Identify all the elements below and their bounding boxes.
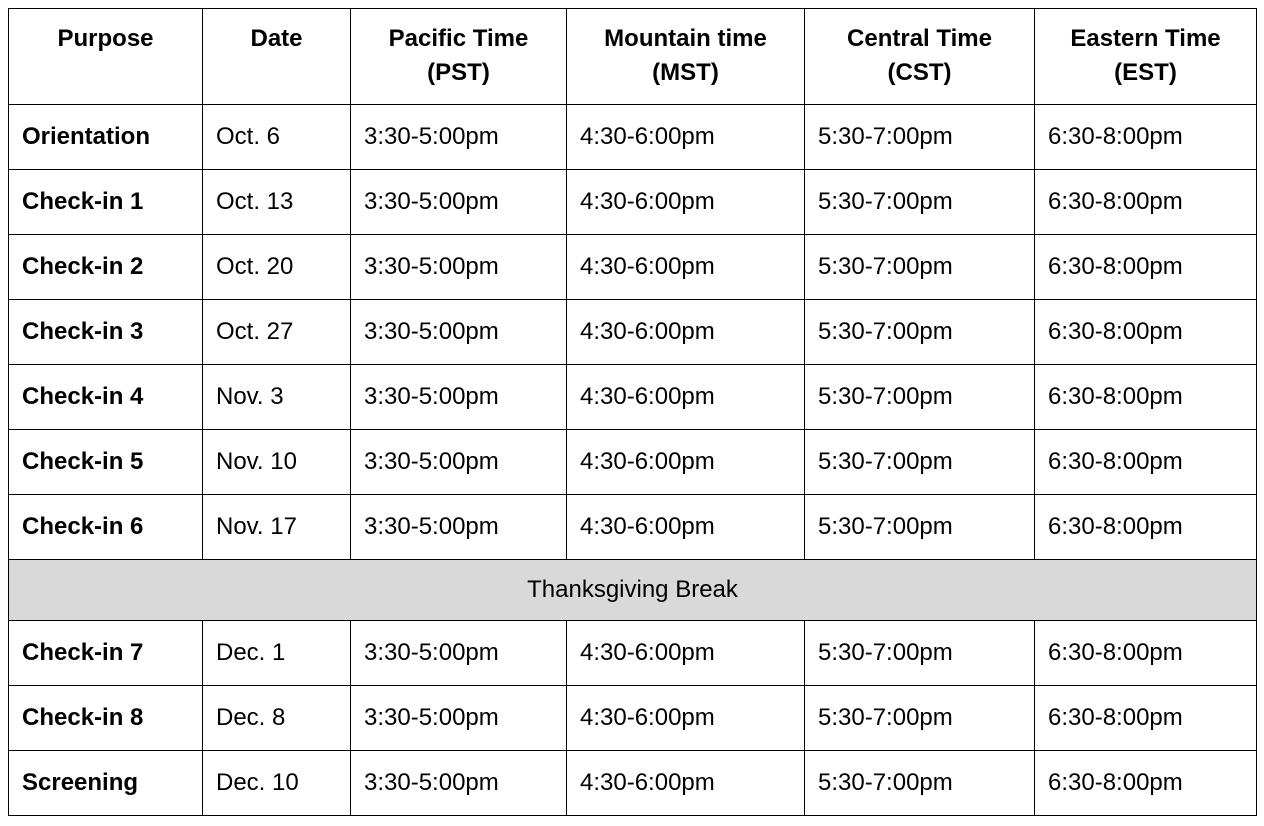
schedule-table	[8, 8, 1257, 816]
cell-central-time: 5:30-7:00pm	[805, 365, 1035, 430]
table-row	[9, 170, 1257, 235]
cell-mountain-time: 4:30-6:00pm	[567, 430, 805, 495]
cell-pacific-time: 3:30-5:00pm	[351, 170, 567, 235]
cell-eastern-time: 6:30-8:00pm	[1035, 686, 1257, 751]
cell-pacific-time: 3:30-5:00pm	[351, 430, 567, 495]
table-row	[9, 751, 1257, 816]
cell-purpose: Check-in 5	[9, 430, 203, 495]
cell-purpose: Check-in 2	[9, 235, 203, 300]
cell-date: Dec. 1	[203, 621, 351, 686]
cell-pacific-time: 3:30-5:00pm	[351, 686, 567, 751]
break-row	[9, 560, 1257, 621]
cell-eastern-time: 6:30-8:00pm	[1035, 300, 1257, 365]
cell-central-time: 5:30-7:00pm	[805, 105, 1035, 170]
cell-eastern-time: 6:30-8:00pm	[1035, 365, 1257, 430]
cell-mountain-time: 4:30-6:00pm	[567, 170, 805, 235]
cell-central-time: 5:30-7:00pm	[805, 621, 1035, 686]
cell-pacific-time: 3:30-5:00pm	[351, 105, 567, 170]
cell-pacific-time: 3:30-5:00pm	[351, 235, 567, 300]
header-pacific-time: Pacific Time (PST)	[351, 9, 567, 105]
table-row	[9, 621, 1257, 686]
cell-mountain-time: 4:30-6:00pm	[567, 300, 805, 365]
cell-pacific-time: 3:30-5:00pm	[351, 495, 567, 560]
cell-eastern-time: 6:30-8:00pm	[1035, 105, 1257, 170]
cell-mountain-time: 4:30-6:00pm	[567, 495, 805, 560]
header-row	[9, 9, 1257, 105]
table-row	[9, 430, 1257, 495]
cell-pacific-time: 3:30-5:00pm	[351, 300, 567, 365]
cell-central-time: 5:30-7:00pm	[805, 235, 1035, 300]
break-label: Thanksgiving Break	[9, 560, 1257, 621]
header-purpose: Purpose	[9, 9, 203, 105]
cell-mountain-time: 4:30-6:00pm	[567, 235, 805, 300]
header-central-time: Central Time (CST)	[805, 9, 1035, 105]
cell-central-time: 5:30-7:00pm	[805, 495, 1035, 560]
cell-mountain-time: 4:30-6:00pm	[567, 105, 805, 170]
cell-date: Nov. 3	[203, 365, 351, 430]
cell-date: Nov. 10	[203, 430, 351, 495]
cell-eastern-time: 6:30-8:00pm	[1035, 235, 1257, 300]
cell-purpose: Check-in 1	[9, 170, 203, 235]
cell-date: Dec. 8	[203, 686, 351, 751]
cell-purpose: Check-in 8	[9, 686, 203, 751]
cell-date: Nov. 17	[203, 495, 351, 560]
table-row	[9, 686, 1257, 751]
cell-eastern-time: 6:30-8:00pm	[1035, 170, 1257, 235]
cell-pacific-time: 3:30-5:00pm	[351, 751, 567, 816]
cell-date: Oct. 6	[203, 105, 351, 170]
cell-pacific-time: 3:30-5:00pm	[351, 621, 567, 686]
cell-central-time: 5:30-7:00pm	[805, 300, 1035, 365]
cell-central-time: 5:30-7:00pm	[805, 170, 1035, 235]
cell-purpose: Orientation	[9, 105, 203, 170]
cell-eastern-time: 6:30-8:00pm	[1035, 495, 1257, 560]
cell-eastern-time: 6:30-8:00pm	[1035, 751, 1257, 816]
table-row	[9, 105, 1257, 170]
header-eastern-time: Eastern Time (EST)	[1035, 9, 1257, 105]
cell-mountain-time: 4:30-6:00pm	[567, 365, 805, 430]
table-row	[9, 235, 1257, 300]
header-mountain-time: Mountain time (MST)	[567, 9, 805, 105]
header-date: Date	[203, 9, 351, 105]
table-header	[9, 9, 1257, 105]
cell-date: Oct. 13	[203, 170, 351, 235]
table-row	[9, 300, 1257, 365]
cell-pacific-time: 3:30-5:00pm	[351, 365, 567, 430]
table-row	[9, 365, 1257, 430]
cell-mountain-time: 4:30-6:00pm	[567, 751, 805, 816]
table-row	[9, 495, 1257, 560]
cell-purpose: Check-in 3	[9, 300, 203, 365]
cell-purpose: Check-in 7	[9, 621, 203, 686]
cell-purpose: Check-in 4	[9, 365, 203, 430]
cell-date: Oct. 20	[203, 235, 351, 300]
cell-eastern-time: 6:30-8:00pm	[1035, 621, 1257, 686]
cell-central-time: 5:30-7:00pm	[805, 686, 1035, 751]
cell-purpose: Screening	[9, 751, 203, 816]
cell-mountain-time: 4:30-6:00pm	[567, 686, 805, 751]
cell-purpose: Check-in 6	[9, 495, 203, 560]
cell-central-time: 5:30-7:00pm	[805, 751, 1035, 816]
cell-eastern-time: 6:30-8:00pm	[1035, 430, 1257, 495]
table-body	[9, 105, 1257, 816]
cell-central-time: 5:30-7:00pm	[805, 430, 1035, 495]
cell-date: Dec. 10	[203, 751, 351, 816]
cell-mountain-time: 4:30-6:00pm	[567, 621, 805, 686]
cell-date: Oct. 27	[203, 300, 351, 365]
